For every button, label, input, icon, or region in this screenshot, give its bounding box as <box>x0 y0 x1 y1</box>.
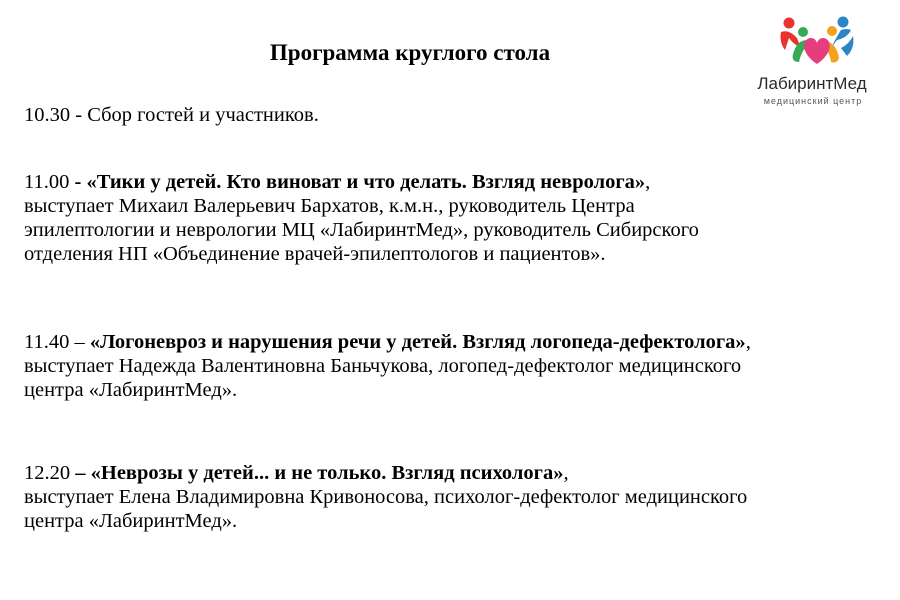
schedule-item-1140 <box>24 330 889 402</box>
item-speaker-line: эпилептологии и неврологии МЦ «ЛабиринтМед», руководитель Сибирского <box>24 219 699 241</box>
item-topic-tail: , <box>645 171 651 193</box>
item-time: 11.00 <box>24 171 70 193</box>
item-topic: «Неврозы у детей... и не только. Взгляд психолога» <box>90 462 564 484</box>
item-time: 11.40 <box>24 331 70 353</box>
schedule-item-1100 <box>24 170 889 266</box>
item-time: 12.20 <box>24 462 71 484</box>
item-speaker-line: центра «ЛабиринтМед». <box>24 379 238 401</box>
logo-name: ЛабиринтМед <box>757 74 867 93</box>
logo <box>752 14 882 114</box>
item-speaker-line: отделения НП «Объединение врачей-эпилептологов и пациентов». <box>24 243 606 265</box>
item-separator: – <box>70 462 91 484</box>
item-topic-tail: , <box>745 331 751 353</box>
item-topic: «Логоневроз и нарушения речи у детей. Взгляд логопеда-дефектолога» <box>89 331 746 353</box>
schedule-item-1030 <box>24 103 889 127</box>
logo-figures-icon <box>777 14 857 74</box>
item-text: Сбор гостей и участников. <box>87 104 319 126</box>
item-speaker-line: центра «ЛабиринтМед». <box>24 510 238 532</box>
item-speaker-line: выступает Елена Владимировна Кривоносова, психолог-дефектолог медицинского <box>24 486 748 508</box>
schedule-item-1220 <box>24 461 889 533</box>
page-title: Программа круглого стола <box>269 40 551 65</box>
item-separator: - <box>69 171 87 193</box>
item-separator: - <box>70 104 88 126</box>
item-separator: – <box>69 331 90 353</box>
logo-tagline: медицинский центр <box>763 96 863 106</box>
item-speaker-line: выступает Надежда Валентиновна Баньчукова, логопед-дефектолог медицинского <box>24 355 742 377</box>
item-speaker-line: выступает Михаил Валерьевич Бархатов, к.м.н., руководитель Центра <box>24 195 635 217</box>
item-time: 10.30 <box>24 104 71 126</box>
item-topic: «Тики у детей. Кто виноват и что делать. Взгляд невролога» <box>86 171 646 193</box>
item-topic-tail: , <box>563 462 569 484</box>
